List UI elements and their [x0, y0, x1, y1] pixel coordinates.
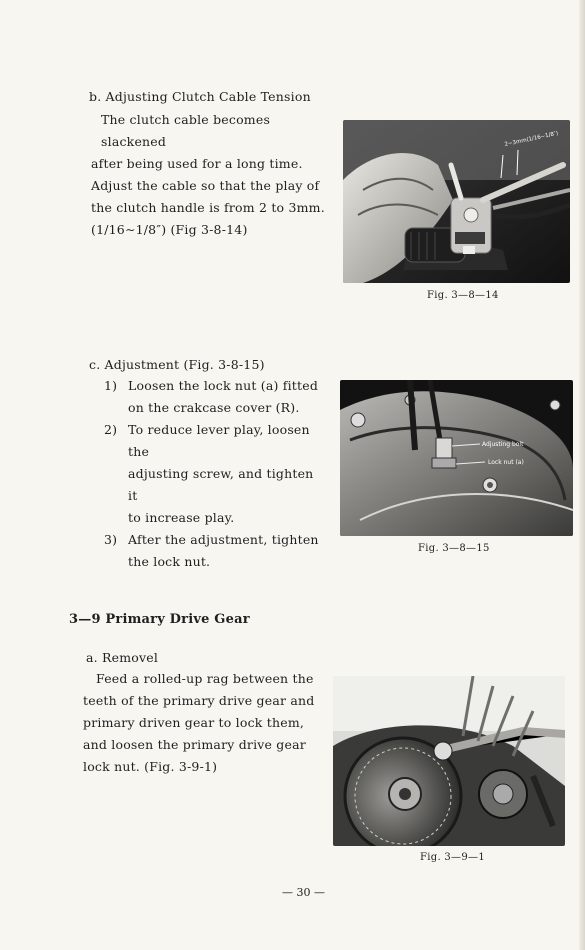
section-b-line: The clutch cable becomes slackened	[101, 112, 271, 149]
section-3-9-line: primary driven gear to lock them,	[83, 715, 305, 730]
section-b-line: the clutch handle is from 2 to 3mm.	[91, 200, 325, 215]
section-b-line: after being used for a long time.	[91, 156, 303, 171]
section-3-9-line: teeth of the primary drive gear and	[83, 693, 315, 708]
section-3-9-subheading: a. Removel	[86, 650, 159, 665]
section-3-9-line: lock nut. (Fig. 3-9-1)	[83, 759, 218, 774]
section-c-heading: c. Adjustment (Fig. 3-8-15)	[89, 357, 265, 372]
section-b-paragraph	[91, 109, 331, 241]
page-edge-shadow	[579, 0, 585, 950]
section-3-9-line: and loosen the primary drive gear	[83, 737, 306, 752]
section-3-9-line: Feed a rolled-up rag between the	[96, 671, 314, 686]
section-b-line: Adjust the cable so that the play of	[91, 178, 320, 193]
list-item: 3) After the adjustment, tighten the lock nut.	[104, 532, 319, 569]
section-b-line: (1/16∼1/8″) (Fig 3-8-14)	[91, 222, 248, 237]
figure-3-8-14-photo	[343, 120, 570, 283]
section-3-9-heading: 3—9 Primary Drive Gear	[69, 612, 250, 627]
figure-3-8-15-bolt-label: Adjusting bolt	[482, 441, 524, 448]
figure-3-9-1-photo	[333, 676, 565, 846]
figure-3-8-14-caption: Fig. 3—8—14	[427, 290, 499, 301]
page-number: — 30 —	[282, 886, 325, 899]
figure-3-8-14-label: 2∼3mm(1/16∼1/8″)	[504, 130, 559, 148]
figure-3-8-15-photo	[340, 380, 573, 536]
list-item: 1) Loosen the lock nut (a) fitted on the crakcase cover (R).	[104, 378, 319, 415]
figure-3-8-15-caption: Fig. 3—8—15	[418, 543, 490, 554]
section-b-heading: b. Adjusting Clutch Cable Tension	[89, 89, 311, 104]
list-item: 2) To reduce lever play, loosen the adjusting screw, and tighten it to increase play.	[104, 422, 314, 525]
section-c-steps	[104, 375, 324, 573]
section-3-9-paragraph	[83, 668, 323, 778]
figure-3-9-1-caption: Fig. 3—9—1	[420, 852, 485, 863]
figure-3-8-15-nut-label: Lock nut (a)	[488, 459, 524, 466]
